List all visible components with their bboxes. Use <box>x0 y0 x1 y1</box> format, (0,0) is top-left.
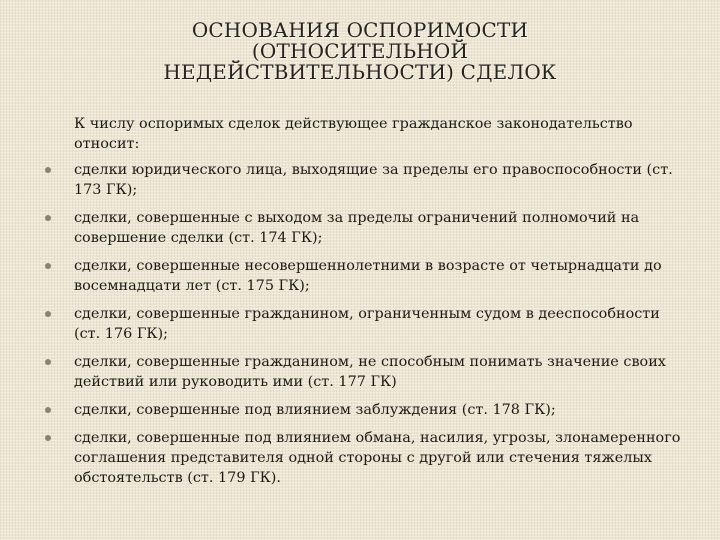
intro-paragraph: К числу оспоримых сделок действующее гражданское законодательство относит: <box>74 116 633 152</box>
slide-content <box>40 114 690 496</box>
bullet-dot-icon <box>45 407 51 413</box>
slide-title <box>110 20 610 83</box>
bullet-dot-icon <box>45 359 51 365</box>
bullet-dot-icon <box>45 435 51 441</box>
list-item <box>40 304 690 344</box>
list-item <box>40 400 690 420</box>
title-line: ОСНОВАНИЯ ОСПОРИМОСТИ <box>191 18 529 42</box>
list-item <box>40 160 690 200</box>
list-item-text: сделки, совершенные несовершеннолетними в возрасте от четырнадцати до восемнадцати лет (ст. 175 ГК); <box>74 258 662 294</box>
list-item-text: сделки, совершенные с выходом за пределы ограничений полномочий на совершение сделки (ст. 174 ГК); <box>74 210 640 246</box>
list-item-text: сделки, совершенные гражданином, не способным понимать значение своих действий или руководить ими (ст. 177 ГК) <box>74 354 666 390</box>
bullet-dot-icon <box>45 263 51 269</box>
list-item <box>40 208 690 248</box>
list-item <box>40 428 690 488</box>
title-line: НЕДЕЙСТВИТЕЛЬНОСТИ) СДЕЛОК <box>163 60 557 84</box>
list-item-text: сделки, совершенные под влиянием заблуждения (ст. 178 ГК); <box>74 402 556 418</box>
bullet-dot-icon <box>45 215 51 221</box>
list-item <box>40 352 690 392</box>
title-line: (ОТНОСИТЕЛЬНОЙ <box>251 39 469 63</box>
list-item <box>40 256 690 296</box>
list-item-text: сделки юридического лица, выходящие за пределы его правоспособности (ст. 173 ГК); <box>74 162 673 198</box>
list-item-text: сделки, совершенные гражданином, ограниченным судом в дееспособности (ст. 176 ГК); <box>74 306 660 342</box>
bullet-dot-icon <box>45 311 51 317</box>
list-item-text: сделки, совершенные под влиянием обмана, насилия, угрозы, злонамеренного соглашения представителя одной стороны с другой или стечения тяжелых обстоятельств (ст. 179 ГК). <box>74 430 681 486</box>
bullet-list <box>40 160 690 488</box>
bullet-dot-icon <box>45 167 51 173</box>
